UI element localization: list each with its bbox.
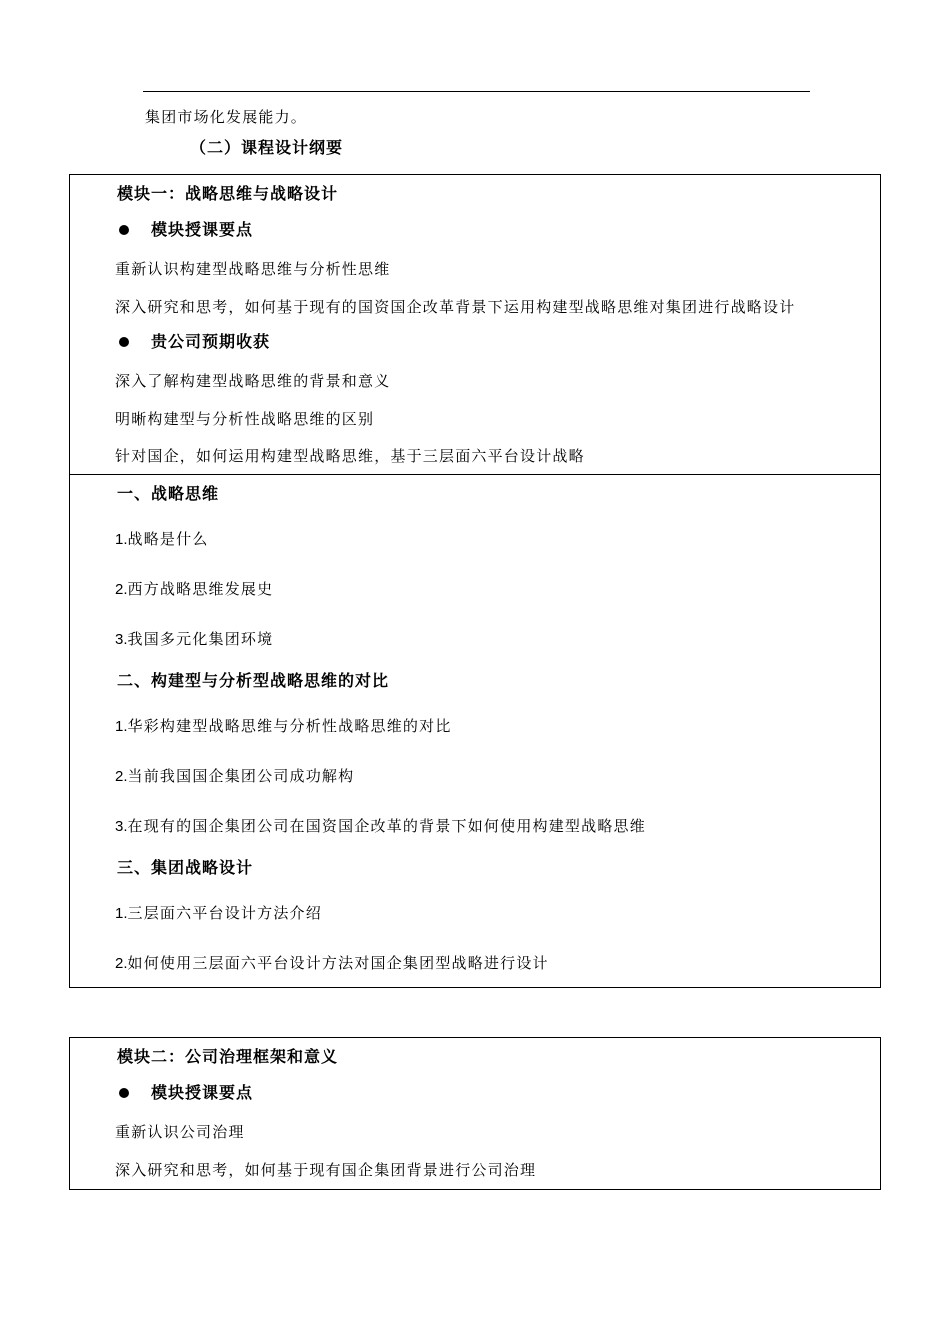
section-heading: （二）课程设计纲要 — [190, 138, 344, 157]
module1-divider — [69, 474, 881, 475]
outline-item: 1.华彩构建型战略思维与分析性战略思维的对比 — [115, 717, 452, 735]
bullet-icon — [119, 1088, 129, 1098]
outline-item: 1.三层面六平台设计方法介绍 — [115, 904, 322, 922]
module2-key-points-heading: 模块授课要点 — [151, 1083, 254, 1102]
module1-gains-heading: 贵公司预期收获 — [151, 332, 271, 351]
outline-heading: 三、集团战略设计 — [117, 858, 254, 877]
module1-gain: 明晰构建型与分析性战略思维的区别 — [115, 410, 375, 428]
module1-gain: 深入了解构建型战略思维的背景和意义 — [115, 372, 391, 390]
module1-title: 模块一：战略思维与战略设计 — [117, 184, 339, 203]
outline-item: 2.如何使用三层面六平台设计方法对国企集团型战略进行设计 — [115, 954, 549, 972]
module1-key-point: 重新认识构建型战略思维与分析性思维 — [115, 260, 391, 278]
outline-item: 1.战略是什么 — [115, 530, 209, 548]
bullet-icon — [119, 225, 129, 235]
continuation-text: 集团市场化发展能力。 — [145, 108, 308, 126]
outline-heading: 二、构建型与分析型战略思维的对比 — [117, 671, 390, 690]
header-rule — [143, 91, 810, 92]
module1-key-point: 深入研究和思考，如何基于现有的国资国企改革背景下运用构建型战略思维对集团进行战略设计 — [115, 298, 796, 316]
module2-title: 模块二：公司治理框架和意义 — [117, 1047, 339, 1066]
module2-key-point: 深入研究和思考，如何基于现有国企集团背景进行公司治理 — [115, 1161, 537, 1179]
module1-key-points-heading: 模块授课要点 — [151, 220, 254, 239]
outline-heading: 一、战略思维 — [117, 484, 220, 503]
outline-item: 3.我国多元化集团环境 — [115, 630, 274, 648]
module1-gain: 针对国企，如何运用构建型战略思维，基于三层面六平台设计战略 — [115, 447, 585, 465]
outline-item: 2.西方战略思维发展史 — [115, 580, 274, 598]
bullet-icon — [119, 337, 129, 347]
outline-item: 3.在现有的国企集团公司在国资国企改革的背景下如何使用构建型战略思维 — [115, 817, 646, 835]
module2-key-point: 重新认识公司治理 — [115, 1123, 245, 1141]
outline-item: 2.当前我国国企集团公司成功解构 — [115, 767, 355, 785]
